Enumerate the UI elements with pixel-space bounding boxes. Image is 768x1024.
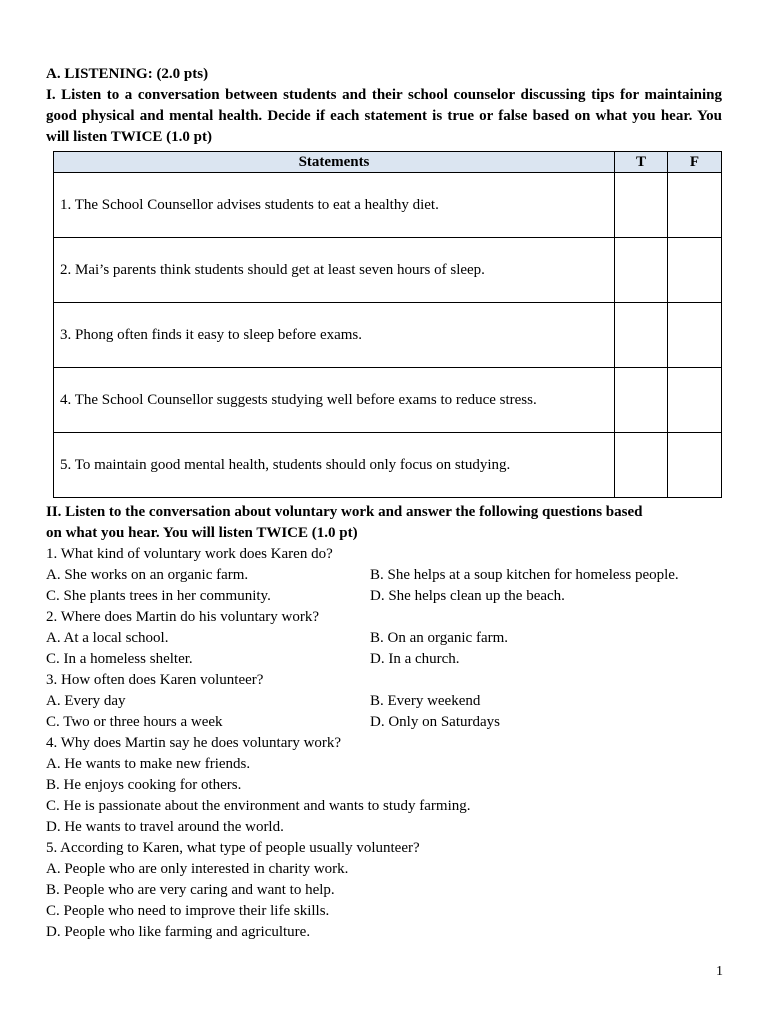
statements-header: Statements (54, 152, 615, 173)
section-heading: A. LISTENING: (2.0 pts) (46, 66, 209, 82)
options-row (46, 628, 722, 649)
true-answer-cell[interactable] (615, 433, 668, 498)
question-text: 2. Where does Martin do his voluntary work? (46, 609, 319, 625)
statement-cell: 3. Phong often finds it easy to sleep before exams. (54, 303, 615, 368)
options-row (46, 691, 722, 712)
option-a[interactable]: A. At a local school. (46, 630, 169, 646)
option-d[interactable]: D. In a church. (370, 651, 460, 667)
option-b[interactable]: B. People who are very caring and want to help. (46, 882, 335, 898)
part1-instruction: I. Listen to a conversation between students and their school counselor discussing tips for maintaining good physical and mental health. Decide if each statement is true or false based on what you hear. You will listen TWICE (1.0 pt) (46, 87, 722, 145)
table-row (54, 303, 722, 368)
option-c[interactable]: C. He is passionate about the environment and wants to study farming. (46, 798, 471, 814)
false-answer-cell[interactable] (668, 238, 722, 303)
option-a[interactable]: A. Every day (46, 693, 126, 709)
options-row (46, 565, 722, 586)
option-b[interactable]: B. Every weekend (370, 693, 481, 709)
option-a[interactable]: A. People who are only interested in charity work. (46, 861, 349, 877)
true-header: T (615, 152, 668, 173)
false-header: F (668, 152, 722, 173)
false-answer-cell[interactable] (668, 368, 722, 433)
statement-cell: 2. Mai’s parents think students should get at least seven hours of sleep. (54, 238, 615, 303)
question-text: 3. How often does Karen volunteer? (46, 672, 264, 688)
true-answer-cell[interactable] (615, 303, 668, 368)
table-row (54, 173, 722, 238)
table-row (54, 368, 722, 433)
false-answer-cell[interactable] (668, 433, 722, 498)
option-d[interactable]: D. People who like farming and agriculture. (46, 924, 311, 940)
table-row (54, 238, 722, 303)
question-text: 5. According to Karen, what type of people usually volunteer? (46, 840, 420, 856)
option-b[interactable]: B. She helps at a soup kitchen for homeless people. (370, 567, 679, 583)
page-number: 1 (716, 964, 723, 979)
true-answer-cell[interactable] (615, 368, 668, 433)
part2-instruction-line1: II. Listen to the conversation about voluntary work and answer the following questions based (46, 504, 643, 520)
option-a[interactable]: A. He wants to make new friends. (46, 756, 251, 772)
table-row (54, 433, 722, 498)
option-a[interactable]: A. She works on an organic farm. (46, 567, 249, 583)
options-row (46, 649, 722, 670)
option-d[interactable]: D. He wants to travel around the world. (46, 819, 284, 835)
option-c[interactable]: C. In a homeless shelter. (46, 651, 193, 667)
statement-cell: 4. The School Counsellor suggests studying well before exams to reduce stress. (54, 368, 615, 433)
true-answer-cell[interactable] (615, 173, 668, 238)
true-answer-cell[interactable] (615, 238, 668, 303)
true-false-table (53, 151, 722, 498)
false-answer-cell[interactable] (668, 173, 722, 238)
options-row (46, 712, 722, 733)
option-b[interactable]: B. He enjoys cooking for others. (46, 777, 242, 793)
part2-instruction-line2: on what you hear. You will listen TWICE (1.0 pt) (46, 525, 358, 541)
question-text: 4. Why does Martin say he does voluntary work? (46, 735, 342, 751)
options-row (46, 586, 722, 607)
statement-cell: 1. The School Counsellor advises students to eat a healthy diet. (54, 173, 615, 238)
false-answer-cell[interactable] (668, 303, 722, 368)
option-c[interactable]: C. Two or three hours a week (46, 714, 223, 730)
question-text: 1. What kind of voluntary work does Karen do? (46, 546, 333, 562)
option-c[interactable]: C. People who need to improve their life skills. (46, 903, 330, 919)
option-d[interactable]: D. Only on Saturdays (370, 714, 500, 730)
table-header-row (54, 152, 722, 173)
option-d[interactable]: D. She helps clean up the beach. (370, 588, 565, 604)
exam-page (46, 64, 722, 943)
statement-cell: 5. To maintain good mental health, students should only focus on studying. (54, 433, 615, 498)
option-c[interactable]: C. She plants trees in her community. (46, 588, 271, 604)
option-b[interactable]: B. On an organic farm. (370, 630, 509, 646)
